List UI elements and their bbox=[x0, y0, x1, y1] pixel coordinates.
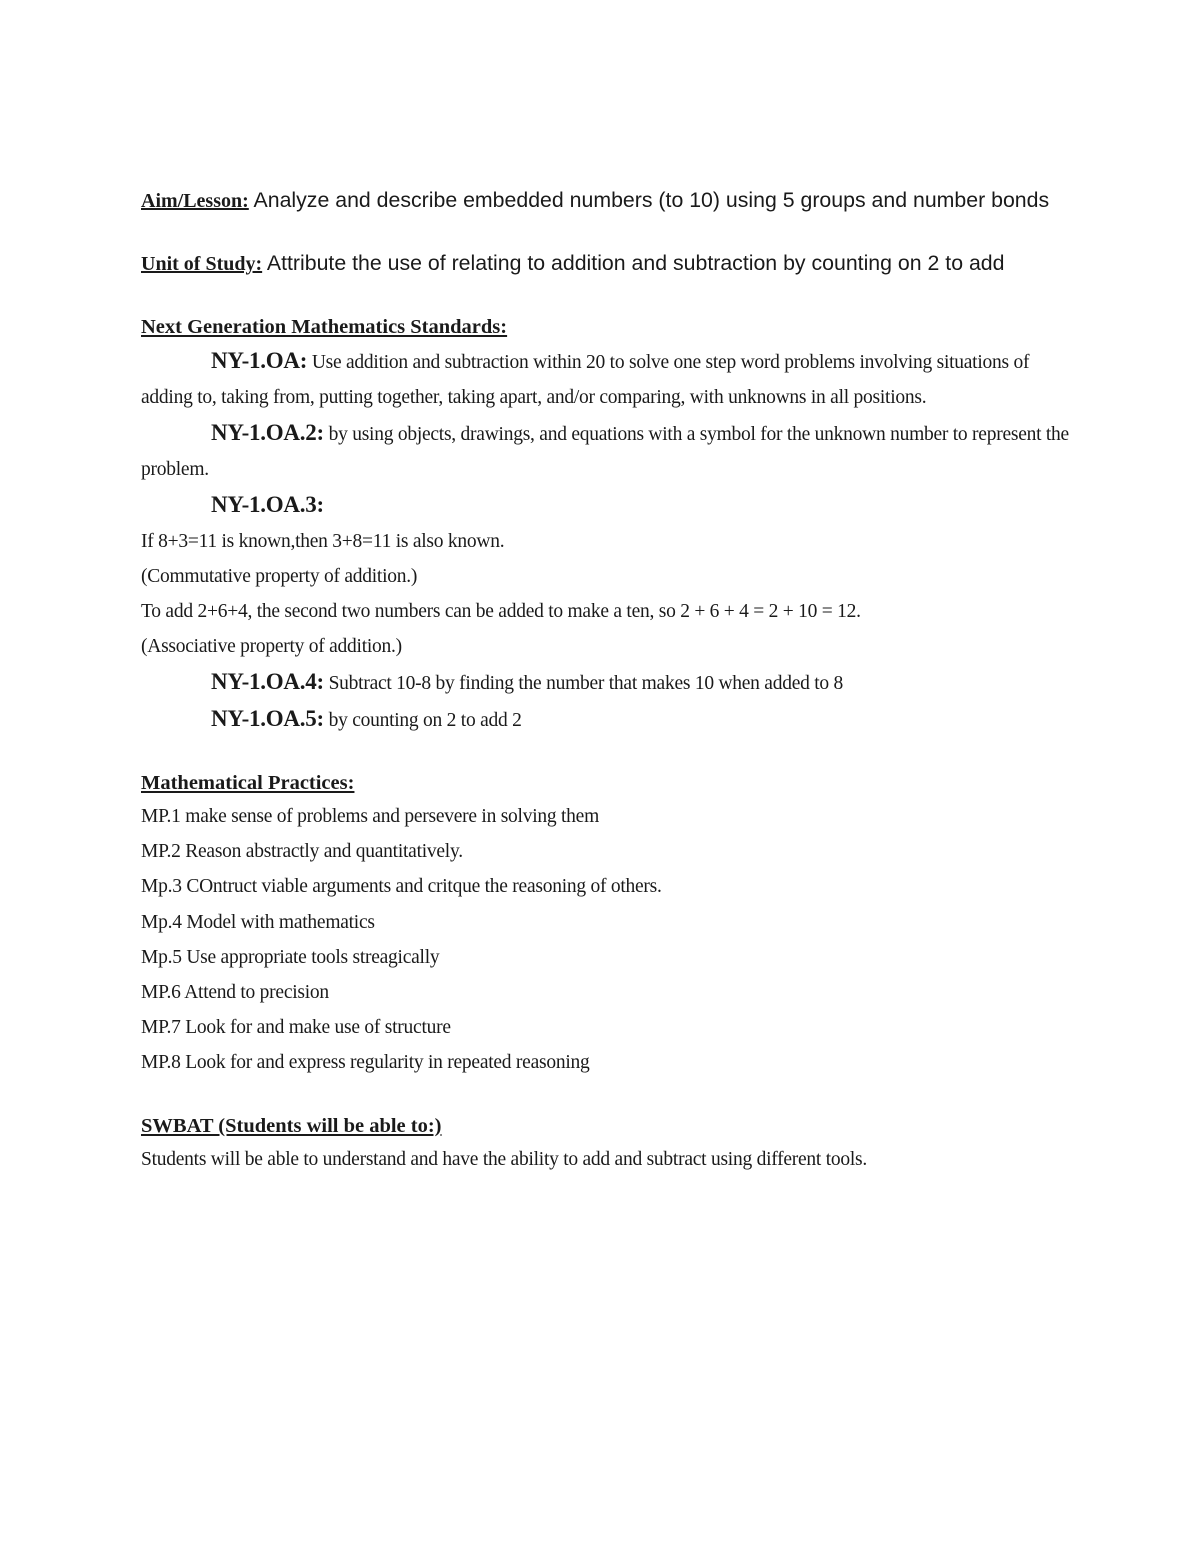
practice-item: MP.8 Look for and express regularity in repeated reasoning bbox=[141, 1052, 590, 1074]
standard-oa5-text: by counting on 2 to add 2 bbox=[323, 710, 522, 731]
standard-oa3 bbox=[141, 487, 1071, 524]
aim-lesson-label: Aim/Lesson: bbox=[141, 190, 249, 212]
standard-oa4 bbox=[141, 664, 1071, 701]
document-page bbox=[141, 185, 1071, 1177]
spacer bbox=[141, 738, 1071, 767]
standard-oa3-code: NY-1.OA.3: bbox=[211, 492, 324, 517]
unit-of-study-label: Unit of Study: bbox=[141, 253, 263, 275]
standard-oa2 bbox=[141, 415, 1071, 487]
standard-oa2-text: by using objects, drawings, and equations with a symbol for the unknown number to represent the problem. bbox=[141, 424, 1069, 480]
standard-oa bbox=[141, 343, 1071, 415]
practice-item: Mp.5 Use appropriate tools streagically bbox=[141, 946, 440, 968]
practices-list bbox=[141, 799, 1071, 1081]
aim-lesson-paragraph bbox=[141, 185, 1071, 217]
standards-heading: Next Generation Mathematics Standards: bbox=[141, 316, 508, 338]
swbat-heading: SWBAT (Students will be able to:) bbox=[141, 1114, 442, 1137]
practices-heading: Mathematical Practices: bbox=[141, 772, 355, 794]
standard-oa5 bbox=[141, 701, 1071, 738]
aim-lesson-text: Analyze and describe embedded numbers (to 10) using 5 groups and number bonds bbox=[248, 188, 1050, 212]
practice-item: MP.2 Reason abstractly and quantitatively. bbox=[141, 841, 463, 863]
standard-oa-text: Use addition and subtraction within 20 to solve one step word problems involving situations of adding to, taking from, putting together, taking apart, and/or comparing, with unknowns in all positions. bbox=[141, 352, 1030, 408]
standard-oa3-line: To add 2+6+4, the second two numbers can be added to make a ten, so 2 + 6 + 4 = 2 + 10 = 12. bbox=[141, 601, 861, 622]
standard-oa3-line: (Associative property of addition.) bbox=[141, 636, 402, 657]
spacer bbox=[141, 217, 1071, 248]
practice-item: MP.1 make sense of problems and persevere in solving them bbox=[141, 806, 599, 827]
standard-oa-code: NY-1.OA: bbox=[211, 348, 308, 373]
unit-of-study-text: Attribute the use of relating to addition and subtraction by counting on 2 to add bbox=[262, 251, 1005, 275]
standard-oa4-text: Subtract 10-8 by finding the number that makes 10 when added to 8 bbox=[323, 673, 844, 694]
standard-oa5-code: NY-1.OA.5: bbox=[211, 706, 324, 731]
spacer bbox=[141, 280, 1071, 311]
practice-item: MP.7 Look for and make use of structure bbox=[141, 1017, 451, 1039]
practice-item: MP.6 Attend to precision bbox=[141, 982, 329, 1004]
unit-of-study-paragraph bbox=[141, 248, 1071, 280]
standard-oa3-line: If 8+3=11 is known,then 3+8=11 is also known. bbox=[141, 531, 505, 552]
standard-oa4-code: NY-1.OA.4: bbox=[211, 669, 324, 694]
practice-item: Mp.4 Model with mathematics bbox=[141, 911, 375, 933]
standard-oa2-code: NY-1.OA.2: bbox=[211, 420, 324, 445]
swbat-text: Students will be able to understand and have the ability to add and subtract using different tools. bbox=[141, 1148, 868, 1170]
standard-oa3-line: (Commutative property of addition.) bbox=[141, 566, 418, 587]
practice-item: Mp.3 COntruct viable arguments and critque the reasoning of others. bbox=[141, 876, 662, 898]
spacer bbox=[141, 1081, 1071, 1110]
